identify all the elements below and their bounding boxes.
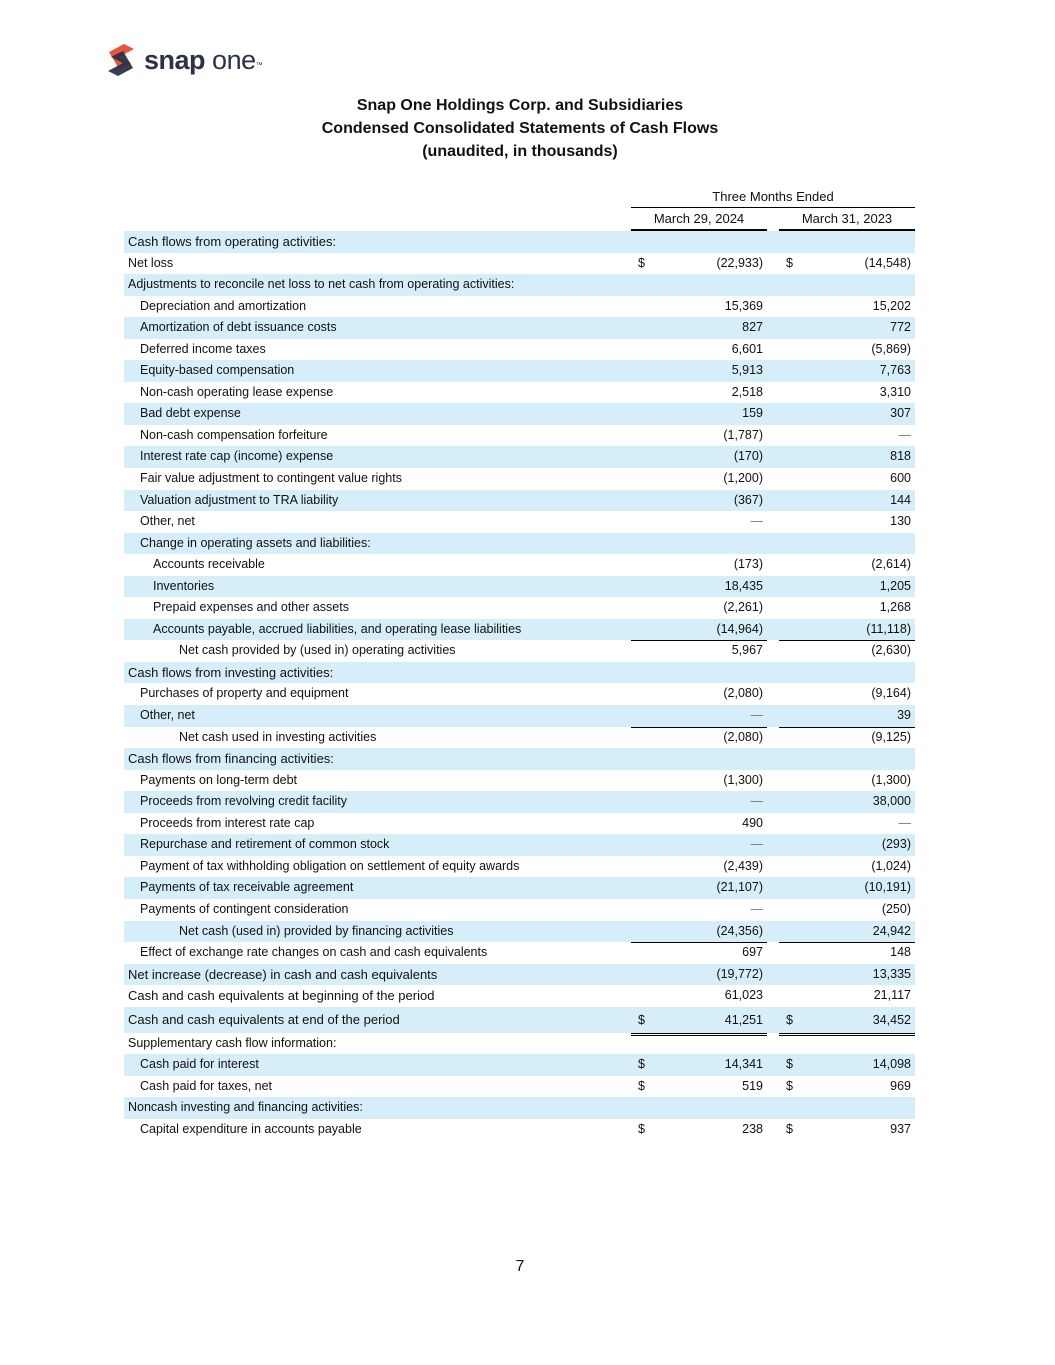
value-cell-2023	[779, 296, 915, 318]
snap-one-wordmark	[144, 40, 262, 80]
table-row	[124, 727, 915, 749]
currency-symbol: $	[638, 1078, 645, 1093]
table-row	[124, 253, 915, 275]
table-row	[124, 296, 915, 318]
cell-value: 238	[742, 1121, 763, 1136]
snap-one-logo-mark	[104, 42, 138, 78]
value-cell-2024	[631, 274, 767, 296]
currency-symbol: $	[786, 1078, 793, 1093]
cell-value: (5,869)	[871, 341, 911, 356]
table-row	[124, 1097, 915, 1119]
trademark-symbol: ™	[255, 62, 263, 69]
cell-value: (2,614)	[871, 557, 911, 572]
title-company: Snap One Holdings Corp. and Subsidiaries	[356, 97, 684, 114]
row-label: Fair value adjustment to contingent value rights	[140, 471, 402, 486]
cell-value: (10,191)	[864, 880, 911, 895]
value-cell-2024	[631, 253, 767, 275]
cell-value: (2,080)	[723, 729, 763, 744]
value-cell-2024	[631, 1119, 767, 1141]
table-row	[124, 446, 915, 468]
value-cell-2023	[779, 921, 915, 944]
table-row	[124, 511, 915, 533]
value-cell-2024	[631, 899, 767, 922]
row-label: Noncash investing and financing activities:	[128, 1100, 363, 1115]
table-row	[124, 813, 915, 835]
table-row	[124, 597, 915, 619]
value-cell-2024	[631, 468, 767, 490]
value-cell-2023	[779, 662, 915, 684]
cell-value: 18,435	[724, 578, 763, 593]
value-cell-2024	[631, 231, 767, 253]
cell-value: 34,452	[872, 1012, 911, 1027]
value-cell-2023	[779, 877, 915, 899]
row-label: Capital expenditure in accounts payable	[140, 1121, 362, 1136]
cell-value: 2,518	[731, 384, 763, 399]
cell-value: 5,967	[731, 643, 763, 658]
value-cell-2024	[631, 640, 767, 663]
row-label: Supplementary cash flow information:	[128, 1035, 337, 1050]
value-cell-2023	[779, 964, 915, 986]
table-row	[124, 640, 915, 662]
table-row	[124, 1076, 915, 1098]
cell-value: (1,024)	[871, 858, 911, 873]
cell-value: 697	[742, 945, 763, 960]
row-label: Inventories	[153, 578, 215, 593]
row-label: Net cash used in investing activities	[179, 729, 377, 744]
cell-value: (367)	[733, 492, 763, 507]
row-label: Net loss	[128, 255, 174, 270]
value-cell-2023	[779, 468, 915, 490]
cell-value: (250)	[881, 901, 911, 916]
row-label: Payments of tax receivable agreement	[140, 880, 354, 895]
value-cell-2024	[631, 964, 767, 986]
row-label: Cash and cash equivalents at end of the period	[128, 1011, 400, 1027]
cell-value: 144	[890, 492, 911, 507]
value-cell-2023	[779, 619, 915, 642]
currency-symbol: $	[786, 1121, 793, 1136]
table-row	[124, 554, 915, 576]
row-label: Change in operating assets and liabilities:	[140, 535, 371, 550]
currency-symbol: $	[638, 255, 645, 270]
table-row	[124, 942, 915, 964]
value-cell-2023	[779, 446, 915, 468]
value-cell-2024	[631, 533, 767, 555]
value-cell-2023	[779, 1097, 915, 1119]
value-cell-2023	[779, 985, 915, 1008]
value-cell-2024	[631, 1033, 767, 1055]
cell-value: 38,000	[872, 794, 911, 809]
cell-value: 969	[890, 1078, 911, 1093]
cell-value: (14,548)	[864, 255, 911, 270]
table-row	[124, 834, 915, 856]
snap-one-logo	[104, 40, 262, 80]
table-row	[124, 1033, 915, 1055]
row-label: Adjustments to reconcile net loss to net cash from operating activities:	[128, 277, 515, 292]
row-label: Other, net	[140, 708, 195, 723]
cell-value: 1,205	[879, 578, 911, 593]
value-cell-2024	[631, 511, 767, 533]
cash-flow-table	[124, 231, 915, 1140]
value-cell-2023	[779, 942, 915, 964]
cell-value: —	[750, 837, 763, 852]
table-row	[124, 403, 915, 425]
cell-value: 937	[890, 1121, 911, 1136]
table-row	[124, 770, 915, 792]
cell-value: 818	[890, 449, 911, 464]
row-label: Valuation adjustment to TRA liability	[140, 492, 339, 507]
value-cell-2023	[779, 253, 915, 275]
cell-value: 14,098	[872, 1057, 911, 1072]
value-cell-2023	[779, 748, 915, 770]
row-label: Accounts receivable	[153, 557, 265, 572]
value-cell-2023	[779, 1033, 915, 1055]
value-cell-2024	[631, 834, 767, 856]
cell-value: 5,913	[731, 363, 763, 378]
table-row	[124, 619, 915, 641]
value-cell-2023	[779, 360, 915, 382]
value-cell-2024	[631, 1097, 767, 1119]
cell-value: (22,933)	[716, 255, 763, 270]
row-label: Other, net	[140, 514, 195, 529]
currency-symbol: $	[638, 1121, 645, 1136]
cell-value: —	[898, 815, 911, 830]
value-cell-2023	[779, 339, 915, 361]
header-period-group: Three Months Ended	[631, 187, 915, 208]
value-cell-2024	[631, 705, 767, 728]
cell-value: 827	[742, 320, 763, 335]
row-label: Cash flows from financing activities:	[128, 751, 334, 767]
cell-value: 13,335	[872, 966, 911, 981]
cell-value: 148	[890, 945, 911, 960]
value-cell-2023	[779, 511, 915, 533]
table-row	[124, 231, 915, 253]
value-cell-2024	[631, 662, 767, 684]
table-row	[124, 382, 915, 404]
table-row	[124, 274, 915, 296]
value-cell-2023	[779, 791, 915, 813]
value-cell-2023	[779, 1007, 915, 1036]
value-cell-2023	[779, 834, 915, 856]
value-cell-2023	[779, 382, 915, 404]
value-cell-2024	[631, 554, 767, 576]
row-label: Interest rate cap (income) expense	[140, 449, 334, 464]
row-label: Purchases of property and equipment	[140, 686, 349, 701]
cell-value: (11,118)	[866, 621, 911, 636]
row-label: Net increase (decrease) in cash and cash equivalents	[128, 966, 438, 982]
value-cell-2023	[779, 1054, 915, 1076]
cell-value: 1,268	[879, 600, 911, 615]
value-cell-2024	[631, 1007, 767, 1036]
row-label: Payments on long-term debt	[140, 772, 298, 787]
row-label: Amortization of debt issuance costs	[140, 320, 337, 335]
table-row	[124, 490, 915, 512]
currency-symbol: $	[638, 1012, 645, 1027]
value-cell-2023	[779, 813, 915, 835]
row-label: Repurchase and retirement of common stock	[140, 837, 390, 852]
row-label: Net cash (used in) provided by financing activities	[179, 923, 454, 938]
row-label: Cash and cash equivalents at beginning of the period	[128, 988, 435, 1004]
value-cell-2023	[779, 317, 915, 339]
cell-value: 519	[742, 1078, 763, 1093]
brand-name-bold: snap	[144, 45, 206, 75]
value-cell-2024	[631, 339, 767, 361]
table-row	[124, 985, 915, 1007]
cell-value: 6,601	[731, 341, 763, 356]
currency-symbol: $	[786, 1057, 793, 1072]
value-cell-2024	[631, 791, 767, 813]
value-cell-2024	[631, 877, 767, 899]
table-row	[124, 791, 915, 813]
cell-value: 130	[890, 514, 911, 529]
table-row	[124, 964, 915, 986]
value-cell-2024	[631, 727, 767, 750]
value-cell-2024	[631, 360, 767, 382]
value-cell-2023	[779, 727, 915, 750]
value-cell-2024	[631, 1054, 767, 1076]
table-row	[124, 877, 915, 899]
row-label: Net cash provided by (used in) operating activities	[179, 643, 456, 658]
row-label: Equity-based compensation	[140, 363, 295, 378]
row-label: Proceeds from revolving credit facility	[140, 794, 348, 809]
cell-value: 61,023	[724, 988, 763, 1003]
cell-value: (1,300)	[871, 772, 911, 787]
value-cell-2023	[779, 1076, 915, 1098]
currency-symbol: $	[638, 1057, 645, 1072]
cell-value: (170)	[733, 449, 763, 464]
value-cell-2024	[631, 813, 767, 835]
row-label: Effect of exchange rate changes on cash and cash equivalents	[140, 945, 488, 960]
cell-value: (2,630)	[871, 643, 911, 658]
cell-value: (173)	[733, 557, 763, 572]
cell-value: 490	[742, 815, 763, 830]
value-cell-2024	[631, 985, 767, 1008]
table-row	[124, 1007, 915, 1033]
table-row	[124, 468, 915, 490]
row-label: Prepaid expenses and other assets	[153, 600, 349, 615]
value-cell-2024	[631, 942, 767, 964]
table-row	[124, 576, 915, 598]
value-cell-2024	[631, 1076, 767, 1098]
value-cell-2023	[779, 533, 915, 555]
value-cell-2023	[779, 231, 915, 253]
table-row	[124, 317, 915, 339]
value-cell-2024	[631, 856, 767, 878]
value-cell-2023	[779, 554, 915, 576]
header-col-2024: March 29, 2024	[631, 209, 767, 231]
table-row	[124, 856, 915, 878]
currency-symbol: $	[786, 1012, 793, 1027]
table-row	[124, 339, 915, 361]
cell-value: 14,341	[724, 1057, 763, 1072]
value-cell-2023	[779, 640, 915, 663]
cell-value: (1,300)	[723, 772, 763, 787]
cell-value: —	[750, 794, 763, 809]
table-row	[124, 360, 915, 382]
cell-value: —	[750, 514, 763, 529]
cell-value: (19,772)	[716, 966, 763, 981]
row-label: Proceeds from interest rate cap	[140, 815, 315, 830]
brand-name-light: one	[212, 45, 256, 75]
row-label: Deferred income taxes	[140, 341, 266, 356]
value-cell-2023	[779, 403, 915, 425]
value-cell-2024	[631, 683, 767, 705]
value-cell-2024	[631, 921, 767, 944]
statement-title	[0, 94, 1040, 163]
value-cell-2023	[779, 490, 915, 512]
value-cell-2024	[631, 296, 767, 318]
value-cell-2024	[631, 425, 767, 447]
currency-symbol: $	[786, 255, 793, 270]
cell-value: (2,261)	[723, 600, 763, 615]
row-label: Payment of tax withholding obligation on settlement of equity awards	[140, 858, 520, 873]
table-row	[124, 533, 915, 555]
value-cell-2023	[779, 705, 915, 728]
row-label: Non-cash compensation forfeiture	[140, 427, 328, 442]
value-cell-2024	[631, 597, 767, 619]
cell-value: 307	[890, 406, 911, 421]
value-cell-2023	[779, 576, 915, 598]
table-row	[124, 662, 915, 684]
cell-value: 7,763	[879, 363, 911, 378]
page-number: 7	[515, 1258, 525, 1275]
table-row	[124, 1119, 915, 1141]
value-cell-2024	[631, 770, 767, 792]
value-cell-2024	[631, 619, 767, 642]
value-cell-2024	[631, 748, 767, 770]
value-cell-2023	[779, 856, 915, 878]
cell-value: 772	[890, 320, 911, 335]
cell-value: 159	[742, 406, 763, 421]
cell-value: (24,356)	[716, 923, 763, 938]
table-row	[124, 683, 915, 705]
value-cell-2023	[779, 770, 915, 792]
row-label: Cash paid for interest	[140, 1057, 259, 1072]
table-row	[124, 899, 915, 921]
table-row	[124, 1054, 915, 1076]
value-cell-2024	[631, 403, 767, 425]
value-cell-2024	[631, 446, 767, 468]
cell-value: (2,080)	[723, 686, 763, 701]
cell-value: 21,117	[873, 988, 911, 1003]
cell-value: 600	[890, 471, 911, 486]
title-statement: Condensed Consolidated Statements of Cash Flows	[321, 120, 719, 137]
table-row	[124, 921, 915, 943]
row-label: Depreciation and amortization	[140, 298, 307, 313]
row-label: Non-cash operating lease expense	[140, 384, 334, 399]
cell-value: 24,942	[872, 923, 911, 938]
header-col-2023: March 31, 2023	[779, 209, 915, 231]
value-cell-2024	[631, 490, 767, 512]
title-basis: (unaudited, in thousands)	[422, 143, 618, 160]
cell-value: 39	[897, 708, 911, 723]
row-label: Payments of contingent consideration	[140, 901, 349, 916]
cell-value: (1,200)	[723, 471, 763, 486]
table-row	[124, 425, 915, 447]
row-label: Bad debt expense	[140, 406, 241, 421]
cell-value: 15,369	[724, 298, 763, 313]
cell-value: 41,251	[724, 1012, 763, 1027]
cell-value: —	[750, 708, 763, 723]
value-cell-2023	[779, 425, 915, 447]
table-row	[124, 748, 915, 770]
value-cell-2023	[779, 1119, 915, 1141]
value-cell-2024	[631, 576, 767, 598]
cell-value: —	[898, 427, 911, 442]
cell-value: (1,787)	[723, 427, 763, 442]
value-cell-2023	[779, 597, 915, 619]
cell-value: (9,164)	[871, 686, 911, 701]
value-cell-2024	[631, 317, 767, 339]
cell-value: (21,107)	[716, 880, 763, 895]
value-cell-2023	[779, 683, 915, 705]
row-label: Cash paid for taxes, net	[140, 1078, 273, 1093]
cell-value: (9,125)	[871, 729, 911, 744]
row-label: Cash flows from investing activities:	[128, 664, 334, 680]
row-label: Cash flows from operating activities:	[128, 234, 337, 249]
row-label: Accounts payable, accrued liabilities, and operating lease liabilities	[153, 621, 522, 636]
cell-value: 3,310	[879, 384, 911, 399]
value-cell-2023	[779, 274, 915, 296]
value-cell-2023	[779, 899, 915, 922]
cell-value: (2,439)	[723, 858, 763, 873]
cell-value: (14,964)	[716, 621, 763, 636]
cell-value: —	[750, 901, 763, 916]
cell-value: (293)	[881, 837, 911, 852]
cell-value: 15,202	[872, 298, 911, 313]
table-row	[124, 705, 915, 727]
value-cell-2024	[631, 382, 767, 404]
